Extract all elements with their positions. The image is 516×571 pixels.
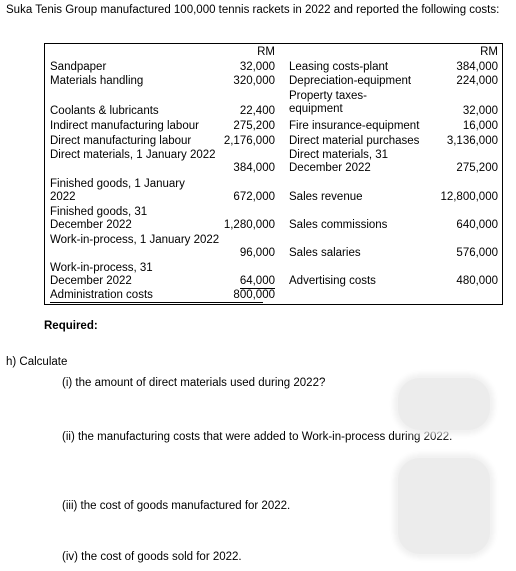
cost-label: Indirect manufacturing labour xyxy=(50,120,199,132)
cost-value: 672,000 xyxy=(233,191,275,203)
cost-label: Fire insurance-equipment xyxy=(289,120,420,132)
cost-value: 96,000 xyxy=(239,247,275,259)
cost-value: 275,200 xyxy=(456,162,498,174)
cost-value: 320,000 xyxy=(233,75,275,87)
cost-label: Sales commissions xyxy=(289,219,388,231)
cost-label: Finished goods, 1 January 2022 xyxy=(50,178,185,203)
cost-label: Leasing costs-plant xyxy=(289,61,389,73)
cost-label: Sales salaries xyxy=(289,247,361,259)
question-part: (ii) the manufacturing costs that were added to Work-in-process during 2022. xyxy=(62,431,453,443)
question-part: (i) the amount of direct materials used during 2022? xyxy=(62,377,326,389)
cost-value: 22,400 xyxy=(239,105,275,117)
question-part: (iii) the cost of goods manufactured for 2022. xyxy=(62,500,291,512)
currency-header-left: RM xyxy=(257,46,275,58)
cost-value: 3,136,000 xyxy=(446,135,498,147)
question-part: (iv) the cost of goods sold for 2022. xyxy=(62,551,242,563)
cost-label: Direct materials, 1 January 2022 xyxy=(50,149,216,161)
cost-label: Advertising costs xyxy=(289,275,376,287)
cost-value: 800,000 xyxy=(233,289,275,301)
cost-label: Materials handling xyxy=(50,75,144,87)
cost-value: 64,000 xyxy=(239,275,275,287)
cost-label: Sandpaper xyxy=(50,61,107,73)
question-intro: h) Calculate xyxy=(6,356,68,368)
cost-value: 2,176,000 xyxy=(223,135,275,147)
cost-value: 275,200 xyxy=(233,120,275,132)
cost-value: 384,000 xyxy=(233,162,275,174)
cost-value: 640,000 xyxy=(456,219,498,231)
cost-label: Direct materials, 31 December 2022 xyxy=(289,149,389,174)
cost-label: Direct manufacturing labour xyxy=(50,135,192,147)
cost-label: Administration costs xyxy=(50,289,263,303)
cost-table xyxy=(44,43,503,305)
cost-label: Work-in-process, 31 December 2022 xyxy=(50,262,153,287)
blurred-overlay xyxy=(398,378,490,430)
currency-header-right: RM xyxy=(480,46,498,58)
intro-text: Suka Tenis Group manufactured 100,000 tennis rackets in 2022 and reported the following costs: xyxy=(6,4,500,16)
blurred-overlay xyxy=(398,458,490,554)
cost-label: Property taxes-equipment xyxy=(289,90,367,115)
cost-value: 384,000 xyxy=(456,61,498,73)
cost-label: Sales revenue xyxy=(289,191,363,203)
cost-value: 480,000 xyxy=(456,275,498,287)
cost-label: Direct material purchases xyxy=(289,135,420,147)
cost-label: Work-in-process, 1 January 2022 xyxy=(50,234,220,246)
required-heading: Required: xyxy=(44,320,98,332)
cost-value: 12,800,000 xyxy=(440,191,498,203)
cost-value: 576,000 xyxy=(456,247,498,259)
cost-value: 16,000 xyxy=(462,120,498,132)
cost-label: Depreciation-equipment xyxy=(289,75,412,87)
cost-value: 224,000 xyxy=(456,75,498,87)
cost-value: 32,000 xyxy=(462,105,498,117)
cost-value: 1,280,000 xyxy=(223,219,275,231)
cost-value: 32,000 xyxy=(239,61,275,73)
cost-label: Coolants & lubricants xyxy=(50,105,159,117)
cost-label: Finished goods, 31 December 2022 xyxy=(50,206,148,231)
